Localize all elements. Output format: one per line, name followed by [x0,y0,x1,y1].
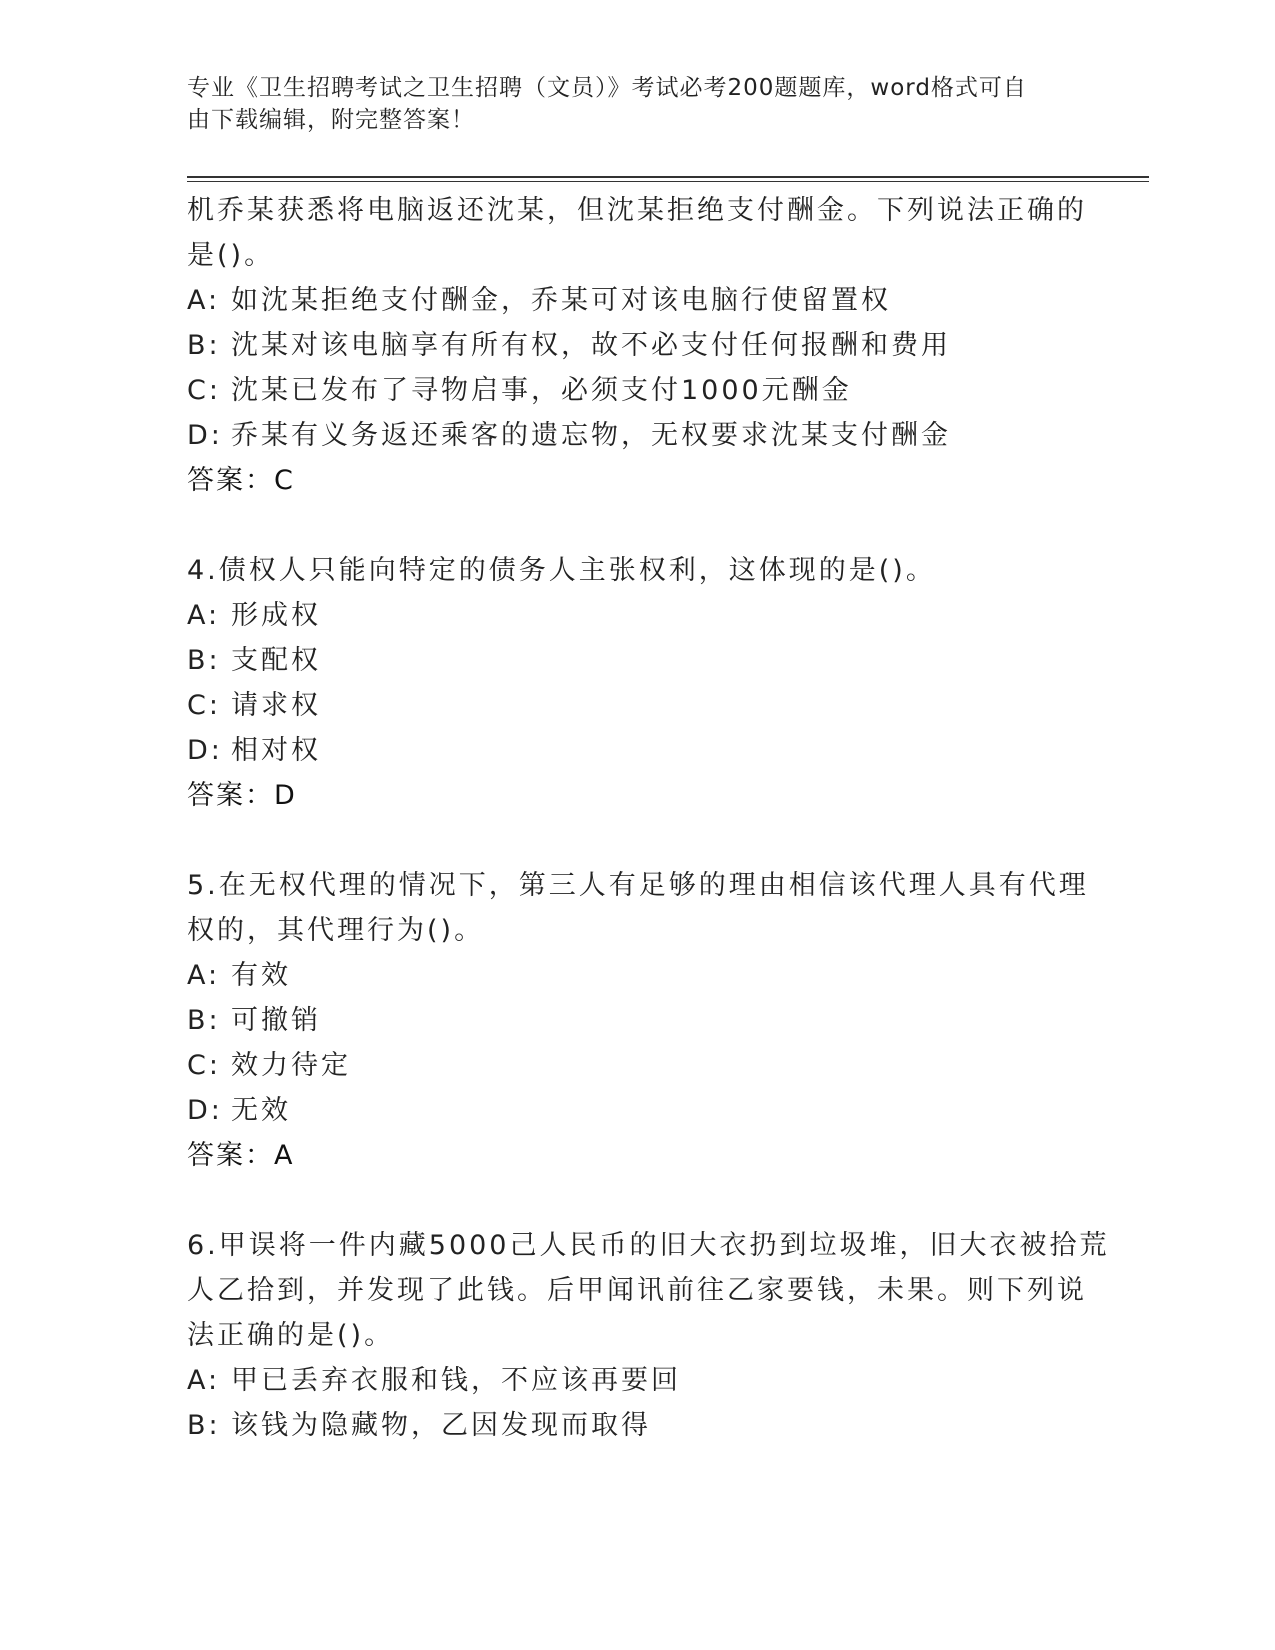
option-label: A: [187,600,221,631]
question-3 [187,188,1087,503]
option-label: D: [187,735,223,766]
option-label: D: [187,420,223,451]
spacer [187,503,1087,548]
question-4 [187,548,1087,818]
answer-line: 答案：C [187,465,295,496]
option-label: B: [187,1005,221,1036]
option-d [187,1088,1087,1133]
option-label: B: [187,330,221,361]
document-header [187,72,1067,136]
option-text: 可撤销 [231,1005,321,1036]
option-text: 沈某对该电脑享有所有权，故不必支付任何报酬和费用 [231,330,951,361]
option-text: 相对权 [231,735,321,766]
spacer [187,1178,1087,1223]
option-text: 沈某已发布了寻物启事，必须支付1000元酬金 [231,375,852,406]
question-5 [187,863,1087,1178]
option-label: C: [187,690,221,721]
option-a [187,953,1087,998]
option-text: 有效 [231,960,291,991]
question-text: 机乔某获悉将电脑返还沈某，但沈某拒绝支付酬金。下列说法正确的 [187,195,1087,226]
option-label: C: [187,1050,221,1081]
header-line-1: 专业《卫生招聘考试之卫生招聘（文员）》考试必考200题题库，word格式可自 [187,75,1027,101]
question-list [187,188,1110,1448]
option-a [187,1358,1087,1403]
option-b [187,998,1087,1043]
option-label: A: [187,285,221,316]
option-c [187,1043,1087,1088]
option-text: 支配权 [231,645,321,676]
question-text: 法正确的是()。 [187,1320,395,1351]
option-text: 形成权 [231,600,321,631]
option-a [187,593,1087,638]
option-c [187,368,1087,413]
question-text: 5.在无权代理的情况下，第三人有足够的理由相信该代理人具有代理 [187,870,1089,901]
option-label: C: [187,375,221,406]
option-b [187,323,1087,368]
option-text: 请求权 [231,690,321,721]
header-divider-thin [187,181,1149,182]
question-text: 是()。 [187,240,275,271]
question-text: 6.甲误将一件内藏5000己人民币的旧大衣扔到垃圾堆，旧大衣被拾荒 [187,1230,1110,1261]
question-6 [187,1223,1110,1448]
option-text: 该钱为隐藏物，乙因发现而取得 [231,1410,651,1441]
option-label: A: [187,1365,221,1396]
header-divider-thick [187,176,1149,178]
option-text: 效力待定 [231,1050,351,1081]
answer-line: 答案：D [187,780,297,811]
question-text: 4.债权人只能向特定的债务人主张权利，这体现的是()。 [187,555,936,586]
option-b [187,1403,1087,1448]
option-label: B: [187,1410,221,1441]
option-text: 乔某有义务返还乘客的遗忘物，无权要求沈某支付酬金 [231,420,951,451]
option-label: B: [187,645,221,676]
option-b [187,638,1087,683]
question-text: 人乙拾到，并发现了此钱。后甲闻讯前往乙家要钱，未果。则下列说 [187,1275,1087,1306]
option-c [187,683,1087,728]
option-d [187,413,1087,458]
spacer [187,818,1087,863]
option-text: 无效 [231,1095,291,1126]
header-line-2: 由下载编辑，附完整答案！ [187,107,475,133]
option-text: 如沈某拒绝支付酬金，乔某可对该电脑行使留置权 [231,285,891,316]
option-a [187,278,1087,323]
option-label: A: [187,960,221,991]
question-text: 权的，其代理行为()。 [187,915,485,946]
option-text: 甲已丢弃衣服和钱，不应该再要回 [231,1365,681,1396]
option-d [187,728,1087,773]
answer-line: 答案：A [187,1140,295,1171]
option-label: D: [187,1095,223,1126]
